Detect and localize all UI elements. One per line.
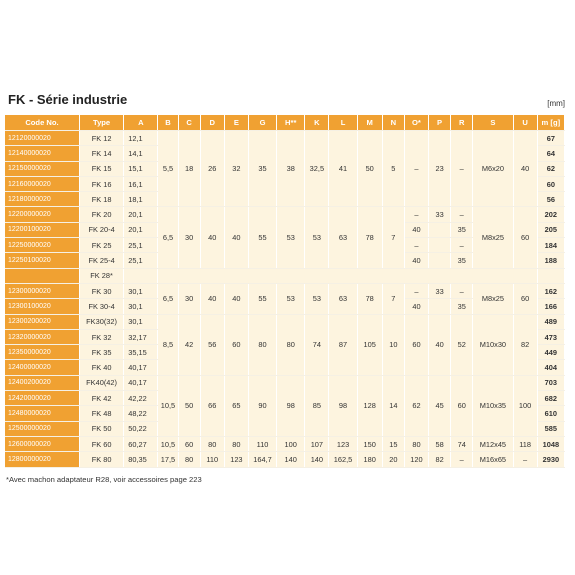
mass-cell: 2930 [537, 452, 564, 467]
c-cell: 50 [178, 375, 200, 436]
column-header: C [178, 115, 200, 131]
empty-span-cell [158, 268, 537, 283]
p-cell: 58 [429, 436, 451, 451]
o-cell: 80 [404, 436, 428, 451]
a-cell: 16,1 [124, 176, 158, 191]
mass-cell: 64 [537, 146, 564, 161]
d-cell: 110 [200, 452, 224, 467]
d-cell: 66 [200, 375, 224, 436]
type-cell: FK 50 [79, 421, 123, 436]
a-cell: 25,1 [124, 253, 158, 268]
u-cell: 60 [513, 283, 537, 314]
code-cell: 12300100020 [5, 299, 79, 314]
a-cell: 80,35 [124, 452, 158, 467]
code-cell: 12600000020 [5, 436, 79, 451]
type-cell: FK 28* [79, 268, 123, 283]
code-cell: 12420000020 [5, 391, 79, 406]
s-cell: M8x25 [473, 283, 513, 314]
type-cell: FK 30-4 [79, 299, 123, 314]
p-cell [429, 299, 451, 314]
mm-cell: 180 [357, 452, 382, 467]
table-row [5, 375, 565, 390]
p-cell: 82 [429, 452, 451, 467]
a-cell: 25,1 [124, 238, 158, 253]
c-cell: 42 [178, 314, 200, 375]
n-cell: 14 [382, 375, 404, 436]
code-cell: 12250000020 [5, 238, 79, 253]
h-cell: 100 [277, 436, 305, 451]
o-cell: 40 [404, 299, 428, 314]
e-cell: 60 [224, 314, 248, 375]
code-cell: 12350000020 [5, 345, 79, 360]
l-cell: 87 [329, 314, 357, 375]
type-cell: FK 25-4 [79, 253, 123, 268]
n-cell: 20 [382, 452, 404, 467]
s-cell: M16x65 [473, 452, 513, 467]
l-cell: 63 [329, 207, 357, 268]
a-cell: 32,17 [124, 329, 158, 344]
type-cell: FK 16 [79, 176, 123, 191]
g-cell: 164,7 [248, 452, 276, 467]
n-cell: 15 [382, 436, 404, 451]
mass-cell: 56 [537, 192, 564, 207]
mm-cell: 105 [357, 314, 382, 375]
column-header: U [513, 115, 537, 131]
mass-cell: 202 [537, 207, 564, 222]
k-cell: 107 [305, 436, 329, 451]
dimension-table [5, 115, 565, 468]
type-cell: FK 15 [79, 161, 123, 176]
n-cell: 7 [382, 283, 404, 314]
h-cell: 80 [277, 314, 305, 375]
column-header: O* [404, 115, 428, 131]
k-cell: 74 [305, 314, 329, 375]
r-cell: 35 [451, 299, 473, 314]
mass-cell: 682 [537, 391, 564, 406]
h-cell: 53 [277, 283, 305, 314]
type-cell: FK 60 [79, 436, 123, 451]
p-cell [429, 222, 451, 237]
table-row [5, 207, 565, 222]
table-row [5, 268, 565, 283]
type-cell: FK 25 [79, 238, 123, 253]
r-cell: 74 [451, 436, 473, 451]
mass-cell: 489 [537, 314, 564, 329]
code-cell: 12150000020 [5, 161, 79, 176]
type-cell: FK 30 [79, 283, 123, 298]
r-cell: – [451, 238, 473, 253]
o-cell: 120 [404, 452, 428, 467]
column-header: D [200, 115, 224, 131]
c-cell: 18 [178, 131, 200, 207]
e-cell: 40 [224, 207, 248, 268]
u-cell: 118 [513, 436, 537, 451]
b-cell: 8,5 [158, 314, 178, 375]
p-cell: 40 [429, 314, 451, 375]
type-cell: FK 35 [79, 345, 123, 360]
column-header: P [429, 115, 451, 131]
h-cell: 140 [277, 452, 305, 467]
g-cell: 80 [248, 314, 276, 375]
o-cell: 62 [404, 375, 428, 436]
code-cell: 12800000020 [5, 452, 79, 467]
p-cell: 45 [429, 375, 451, 436]
g-cell: 55 [248, 283, 276, 314]
table-row [5, 283, 565, 298]
p-cell: 23 [429, 131, 451, 207]
mass-cell: 62 [537, 161, 564, 176]
p-cell: 33 [429, 207, 451, 222]
type-cell: FK 32 [79, 329, 123, 344]
e-cell: 80 [224, 436, 248, 451]
a-cell [124, 268, 158, 283]
n-cell: 10 [382, 314, 404, 375]
h-cell: 98 [277, 375, 305, 436]
table-row [5, 314, 565, 329]
a-cell: 14,1 [124, 146, 158, 161]
a-cell: 40,17 [124, 375, 158, 390]
mm-cell: 78 [357, 283, 382, 314]
l-cell: 41 [329, 131, 357, 207]
l-cell: 98 [329, 375, 357, 436]
code-cell: 12320000020 [5, 329, 79, 344]
c-cell: 30 [178, 207, 200, 268]
p-cell [429, 253, 451, 268]
mass-cell: 1048 [537, 436, 564, 451]
e-cell: 65 [224, 375, 248, 436]
type-cell: FK40(42) [79, 375, 123, 390]
e-cell: 32 [224, 131, 248, 207]
mass-cell: 585 [537, 421, 564, 436]
b-cell: 10,5 [158, 375, 178, 436]
a-cell: 12,1 [124, 131, 158, 146]
type-cell: FK 40 [79, 360, 123, 375]
k-cell: 53 [305, 207, 329, 268]
e-cell: 123 [224, 452, 248, 467]
mass-cell: 473 [537, 329, 564, 344]
u-cell: 82 [513, 314, 537, 375]
column-header: S [473, 115, 513, 131]
p-cell: 33 [429, 283, 451, 298]
u-cell: 100 [513, 375, 537, 436]
table-title: FK - Série industrie [8, 92, 128, 107]
type-cell: FK 14 [79, 146, 123, 161]
a-cell: 40,17 [124, 360, 158, 375]
mm-cell: 128 [357, 375, 382, 436]
l-cell: 63 [329, 283, 357, 314]
d-cell: 56 [200, 314, 224, 375]
r-cell: – [451, 131, 473, 207]
s-cell: M12x45 [473, 436, 513, 451]
d-cell: 40 [200, 207, 224, 268]
header-row [5, 115, 565, 131]
o-cell: – [404, 207, 428, 222]
code-cell: 12400200020 [5, 375, 79, 390]
k-cell: 140 [305, 452, 329, 467]
code-cell: 12200000020 [5, 207, 79, 222]
table-row [5, 131, 565, 146]
code-cell [5, 268, 79, 283]
d-cell: 40 [200, 283, 224, 314]
r-cell: 60 [451, 375, 473, 436]
code-cell: 12250100020 [5, 253, 79, 268]
s-cell: M10x35 [473, 375, 513, 436]
mass-cell: 703 [537, 375, 564, 390]
p-cell [429, 238, 451, 253]
u-cell: 40 [513, 131, 537, 207]
column-header: M [357, 115, 382, 131]
a-cell: 48,22 [124, 406, 158, 421]
a-cell: 15,1 [124, 161, 158, 176]
footnote: *Avec machon adaptateur R28, voir accessoires page 223 [6, 475, 202, 484]
column-header: A [124, 115, 158, 131]
r-cell: 52 [451, 314, 473, 375]
a-cell: 30,1 [124, 299, 158, 314]
b-cell: 6,5 [158, 283, 178, 314]
column-header: N [382, 115, 404, 131]
column-header: Type [79, 115, 123, 131]
g-cell: 55 [248, 207, 276, 268]
o-cell: – [404, 238, 428, 253]
mm-cell: 78 [357, 207, 382, 268]
type-cell: FK30(32) [79, 314, 123, 329]
column-header: B [158, 115, 178, 131]
column-header: L [329, 115, 357, 131]
c-cell: 80 [178, 452, 200, 467]
r-cell: 35 [451, 253, 473, 268]
table-row [5, 452, 565, 467]
g-cell: 90 [248, 375, 276, 436]
column-header: G [248, 115, 276, 131]
mass-cell [537, 268, 564, 283]
a-cell: 42,22 [124, 391, 158, 406]
type-cell: FK 48 [79, 406, 123, 421]
column-header: Code No. [5, 115, 79, 131]
u-cell: 60 [513, 207, 537, 268]
mass-cell: 449 [537, 345, 564, 360]
d-cell: 80 [200, 436, 224, 451]
u-cell: – [513, 452, 537, 467]
o-cell: 40 [404, 253, 428, 268]
s-cell: M10x30 [473, 314, 513, 375]
h-cell: 38 [277, 131, 305, 207]
code-cell: 12480000020 [5, 406, 79, 421]
type-cell: FK 20-4 [79, 222, 123, 237]
k-cell: 32,5 [305, 131, 329, 207]
r-cell: – [451, 452, 473, 467]
code-cell: 12300200020 [5, 314, 79, 329]
mass-cell: 205 [537, 222, 564, 237]
column-header: H** [277, 115, 305, 131]
n-cell: 5 [382, 131, 404, 207]
type-cell: FK 18 [79, 192, 123, 207]
type-cell: FK 42 [79, 391, 123, 406]
a-cell: 18,1 [124, 192, 158, 207]
column-header: E [224, 115, 248, 131]
o-cell: – [404, 283, 428, 298]
mass-cell: 162 [537, 283, 564, 298]
mass-cell: 610 [537, 406, 564, 421]
c-cell: 60 [178, 436, 200, 451]
r-cell: 35 [451, 222, 473, 237]
unit-label: [mm] [547, 99, 565, 108]
b-cell: 5,5 [158, 131, 178, 207]
code-cell: 12140000020 [5, 146, 79, 161]
a-cell: 35,15 [124, 345, 158, 360]
mm-cell: 50 [357, 131, 382, 207]
code-cell: 12500000020 [5, 421, 79, 436]
o-cell: – [404, 131, 428, 207]
g-cell: 110 [248, 436, 276, 451]
d-cell: 26 [200, 131, 224, 207]
o-cell: 60 [404, 314, 428, 375]
b-cell: 17,5 [158, 452, 178, 467]
mass-cell: 67 [537, 131, 564, 146]
code-cell: 12180000020 [5, 192, 79, 207]
mass-cell: 184 [537, 238, 564, 253]
a-cell: 20,1 [124, 207, 158, 222]
type-cell: FK 12 [79, 131, 123, 146]
k-cell: 85 [305, 375, 329, 436]
s-cell: M8x25 [473, 207, 513, 268]
b-cell: 10,5 [158, 436, 178, 451]
code-cell: 12200100020 [5, 222, 79, 237]
column-header: m [g] [537, 115, 564, 131]
a-cell: 30,1 [124, 314, 158, 329]
l-cell: 162,5 [329, 452, 357, 467]
h-cell: 53 [277, 207, 305, 268]
k-cell: 53 [305, 283, 329, 314]
code-cell: 12120000020 [5, 131, 79, 146]
a-cell: 50,22 [124, 421, 158, 436]
mass-cell: 166 [537, 299, 564, 314]
s-cell: M6x20 [473, 131, 513, 207]
code-cell: 12400000020 [5, 360, 79, 375]
b-cell: 6,5 [158, 207, 178, 268]
n-cell: 7 [382, 207, 404, 268]
o-cell: 40 [404, 222, 428, 237]
g-cell: 35 [248, 131, 276, 207]
a-cell: 60,27 [124, 436, 158, 451]
code-cell: 12160000020 [5, 176, 79, 191]
column-header: R [451, 115, 473, 131]
mass-cell: 404 [537, 360, 564, 375]
table-row [5, 436, 565, 451]
r-cell: – [451, 283, 473, 298]
type-cell: FK 80 [79, 452, 123, 467]
code-cell: 12300000020 [5, 283, 79, 298]
a-cell: 30,1 [124, 283, 158, 298]
l-cell: 123 [329, 436, 357, 451]
mass-cell: 188 [537, 253, 564, 268]
a-cell: 20,1 [124, 222, 158, 237]
column-header: K [305, 115, 329, 131]
mm-cell: 150 [357, 436, 382, 451]
mass-cell: 60 [537, 176, 564, 191]
c-cell: 30 [178, 283, 200, 314]
e-cell: 40 [224, 283, 248, 314]
r-cell: – [451, 207, 473, 222]
type-cell: FK 20 [79, 207, 123, 222]
